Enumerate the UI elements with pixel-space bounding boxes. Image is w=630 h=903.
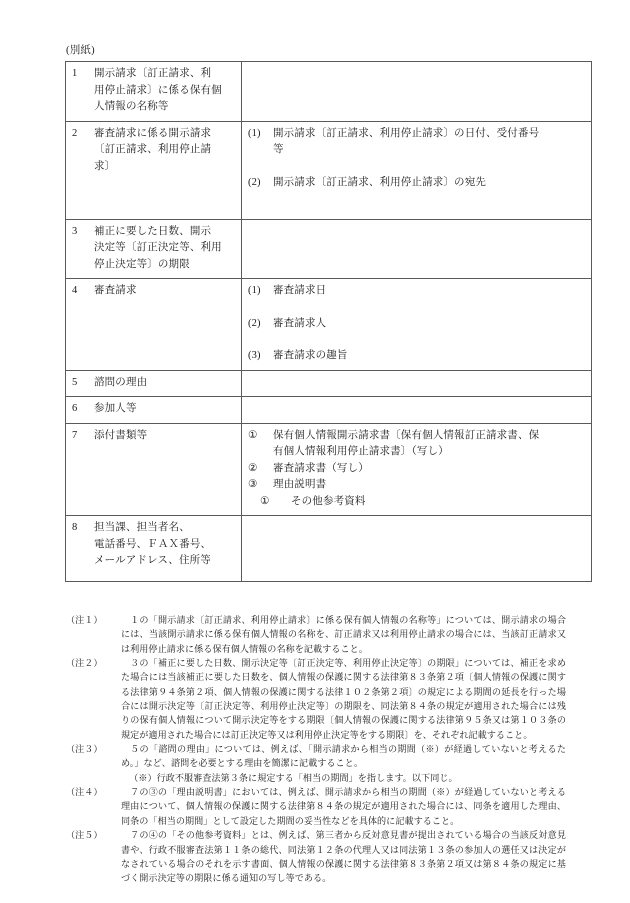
- row-label-text: 決定等〔訂正決定等、利用: [94, 242, 222, 253]
- item-text-line: 有個人情報利用停止請求書〕（写し）: [273, 446, 449, 457]
- note-tag: （注２）: [66, 658, 103, 669]
- note-entry: [66, 828, 566, 885]
- note-entry: [66, 656, 566, 742]
- row-label-cell-8: [66, 516, 242, 582]
- table-row: [66, 516, 592, 582]
- value-item: [248, 477, 585, 494]
- item-text-line: 開示請求〔訂正請求、利用停止請求〕の日付、受付番号: [273, 127, 540, 139]
- item-text-line: 審査請求人: [273, 317, 327, 329]
- note-body: [121, 785, 566, 828]
- note-body: [121, 656, 566, 742]
- note-body: [121, 613, 566, 656]
- row-label-line-first: [72, 126, 235, 143]
- row-label-cell-2: [66, 121, 242, 219]
- row-label-text: 用停止請求〕に係る保有個: [94, 84, 222, 96]
- row-value-cell-6: [242, 397, 592, 424]
- value-item: [248, 348, 585, 365]
- row-label-cell-6: [66, 397, 242, 424]
- notes-section: [66, 613, 566, 886]
- item-spacer: [248, 300, 585, 316]
- note-paragraph: ３の「補正に要した日数、開示決定等〔訂正決定等、利用停止決定等〕の期限」については、補正を求めた場合には当該補正に要した日数を、個人情報の保護に関する法律第８３条第２項〔個人情報の保護に関する法律第９４条第２項、個人情報の保護に関する法律１０２条第２項〕の規定による期間の延長を行った場合には開示決定等〔訂正決定等、利用停止決定等〕の期限を、同法第８４条の規定が適用された場合には残りの保有個人情報について開示決定等をする期限〔個人情報の保護に関する法律第９５条又は第１０３条の規定が適用された場合には訂正決定等又は利用停止決定等をする期限〕を、それぞれ記載すること。: [121, 658, 566, 740]
- item-text-line: 審査請求書（写し）: [273, 462, 369, 474]
- row-label-text: 参加人等: [94, 403, 137, 414]
- row-label-text: 担当課、担当者名、: [94, 522, 190, 533]
- row-number: 6: [72, 403, 78, 414]
- row-label-text: 〔訂正請求、利用停止請: [94, 144, 212, 155]
- row-label-line: [72, 83, 235, 100]
- item-marker: ①: [248, 429, 258, 441]
- note-entry: [66, 742, 566, 785]
- row-label-text: 諮問の理由: [94, 376, 148, 388]
- table-row: [66, 121, 592, 219]
- item-text-line: 開示請求〔訂正請求、利用停止請求〕の宛先: [273, 176, 486, 188]
- row-value-cell-7: [242, 423, 592, 516]
- item-text: [273, 126, 585, 159]
- row-label-text: 添付書類等: [94, 429, 148, 441]
- row-label-text: 開示請求〔訂正請求、利: [94, 68, 212, 79]
- item-marker: (1): [248, 127, 261, 139]
- item-spacer: [248, 332, 585, 348]
- row-value-cell-1: [242, 62, 592, 122]
- row-number: 3: [72, 225, 78, 237]
- table-row: [66, 370, 592, 397]
- note-body: [121, 742, 566, 785]
- item-text: [273, 316, 585, 333]
- note-body: [121, 828, 566, 885]
- note-tag: （注４）: [66, 787, 103, 798]
- item-text-line: 等: [273, 144, 284, 155]
- item-text: [273, 175, 585, 192]
- row-value-cell-2: [242, 121, 592, 219]
- value-item: [248, 461, 585, 478]
- value-item: [248, 283, 585, 300]
- item-text: [273, 348, 585, 365]
- row-label-line: [72, 257, 235, 274]
- row-label-line-first: [72, 401, 235, 418]
- row-label-line-first: [72, 520, 235, 537]
- row-label-text: 停止決定等〕の期限: [94, 258, 190, 270]
- row-number: 7: [72, 429, 78, 441]
- row-label-text: 審査請求に係る開示請求: [94, 127, 212, 139]
- row-label-line-first: [72, 428, 235, 445]
- value-item: [248, 175, 585, 192]
- row-label-cell-5: [66, 370, 242, 397]
- row-value-cell-5: [242, 370, 592, 397]
- item-marker: ①: [260, 495, 270, 507]
- row-label-text: 電話番号、ＦＡＸ番号、: [94, 538, 212, 550]
- item-spacer: [248, 159, 585, 175]
- row-label-text: 求〕: [94, 160, 116, 172]
- row-label-cell-4: [66, 279, 242, 371]
- note-entry: [66, 785, 566, 828]
- row-value-cell-4: [242, 279, 592, 371]
- item-text-line: 理由説明書: [273, 479, 327, 490]
- item-marker: (2): [248, 317, 261, 329]
- item-text: [291, 494, 585, 511]
- row-label-line-first: [72, 66, 235, 83]
- item-text-line: 保有個人情報開示請求書〔保有個人情報訂正請求書、保: [273, 429, 540, 441]
- value-item: [248, 494, 585, 511]
- item-text: [273, 477, 585, 494]
- note-tag: （注５）: [66, 830, 103, 841]
- inquiry-form-table: [65, 61, 592, 582]
- item-marker: (2): [248, 176, 261, 188]
- row-label-line-first: [72, 375, 235, 392]
- table-row: [66, 62, 592, 122]
- row-number: 2: [72, 127, 78, 139]
- note-paragraph: ７の③の「理由説明書」においては、例えば、開示請求から相当の期間（※）が経過していないと考える理由について、個人情報の保護に関する法律第８４条の規定が適用された場合には、同条を適用した理由、同条の「相当の期間」として設定した期間の妥当性などを具体的に記載すること。: [121, 787, 566, 826]
- table-row: [66, 279, 592, 371]
- table-row: [66, 397, 592, 424]
- item-marker: ②: [248, 462, 258, 474]
- row-label-cell-3: [66, 219, 242, 279]
- item-marker: (3): [248, 350, 261, 361]
- note-tag: （注１）: [66, 615, 103, 625]
- row-label-line-first: [72, 224, 235, 241]
- row-label-line: [72, 99, 235, 116]
- row-label-line: [72, 240, 235, 257]
- note-paragraph: （※）行政不服審査法第３条に規定する「相当の期間」を指します。以下同じ。: [129, 772, 458, 783]
- table-row: [66, 219, 592, 279]
- value-item: [248, 316, 585, 333]
- row-number: 8: [72, 522, 78, 533]
- row-label-text: 補正に要した日数、開示: [94, 225, 212, 237]
- table-row: [66, 423, 592, 516]
- value-item: [248, 126, 585, 159]
- row-label-text: 人情報の名称等: [94, 101, 169, 112]
- row-number: 4: [72, 285, 78, 296]
- item-marker: ③: [248, 479, 258, 490]
- row-label-line: [72, 142, 235, 159]
- item-text: [273, 428, 585, 461]
- item-text-line: 審査請求日: [273, 285, 327, 296]
- note-tag: （注３）: [66, 744, 103, 755]
- item-marker: (1): [248, 285, 261, 296]
- item-text: [273, 283, 585, 300]
- row-label-cell-1: [66, 62, 242, 122]
- attachment-label: (別紙): [66, 45, 95, 56]
- row-number: 1: [72, 68, 78, 79]
- row-label-line-first: [72, 283, 235, 300]
- row-value-cell-8: [242, 516, 592, 582]
- note-entry: [66, 613, 566, 656]
- row-label-text: メールアドレス、住所等: [94, 555, 211, 566]
- row-label-text: 審査請求: [94, 285, 137, 296]
- row-label-line: [72, 537, 235, 554]
- table-body: [66, 62, 592, 582]
- item-text: [273, 461, 585, 478]
- row-label-line: [72, 159, 235, 176]
- item-text-line: 審査請求の趣旨: [273, 350, 348, 361]
- note-paragraph: ７の④の「その他参考資料」とは、例えば、第三者から反対意見書が提出されている場合の当該反対意見書や、行政不服審査法第１１条の総代、同法第１２条の代理人又は同法第１３条の参加人の選任又は決定がなされている場合のそれを示す書面、個人情報の保護に関する法律第８３条第２項又は第８４条の規定に基づく開示決定等の期限に係る通知の写し等である。: [121, 830, 566, 884]
- row-number: 5: [72, 376, 78, 388]
- note-paragraph: ５の「諮問の理由」については、例えば、「開示請求から相当の期間（※）が経過していないと考えるため。」など、諮問を必要とする理由を簡潔に記載すること。: [121, 744, 566, 769]
- note-paragraph: １の「開示請求〔訂正請求、利用停止請求〕に係る保有個人情報の名称等」については、開示請求の場合には、当該開示請求に係る保有個人情報の名称を、訂正請求又は利用停止請求の場合には、当該訂正請求又は利用停止請求に係る保有個人情報の名称を記載すること。: [121, 615, 566, 654]
- value-item: [248, 428, 585, 461]
- item-text-line: その他参考資料: [291, 495, 366, 507]
- row-label-line: [72, 553, 235, 570]
- row-value-cell-3: [242, 219, 592, 279]
- row-label-cell-7: [66, 423, 242, 516]
